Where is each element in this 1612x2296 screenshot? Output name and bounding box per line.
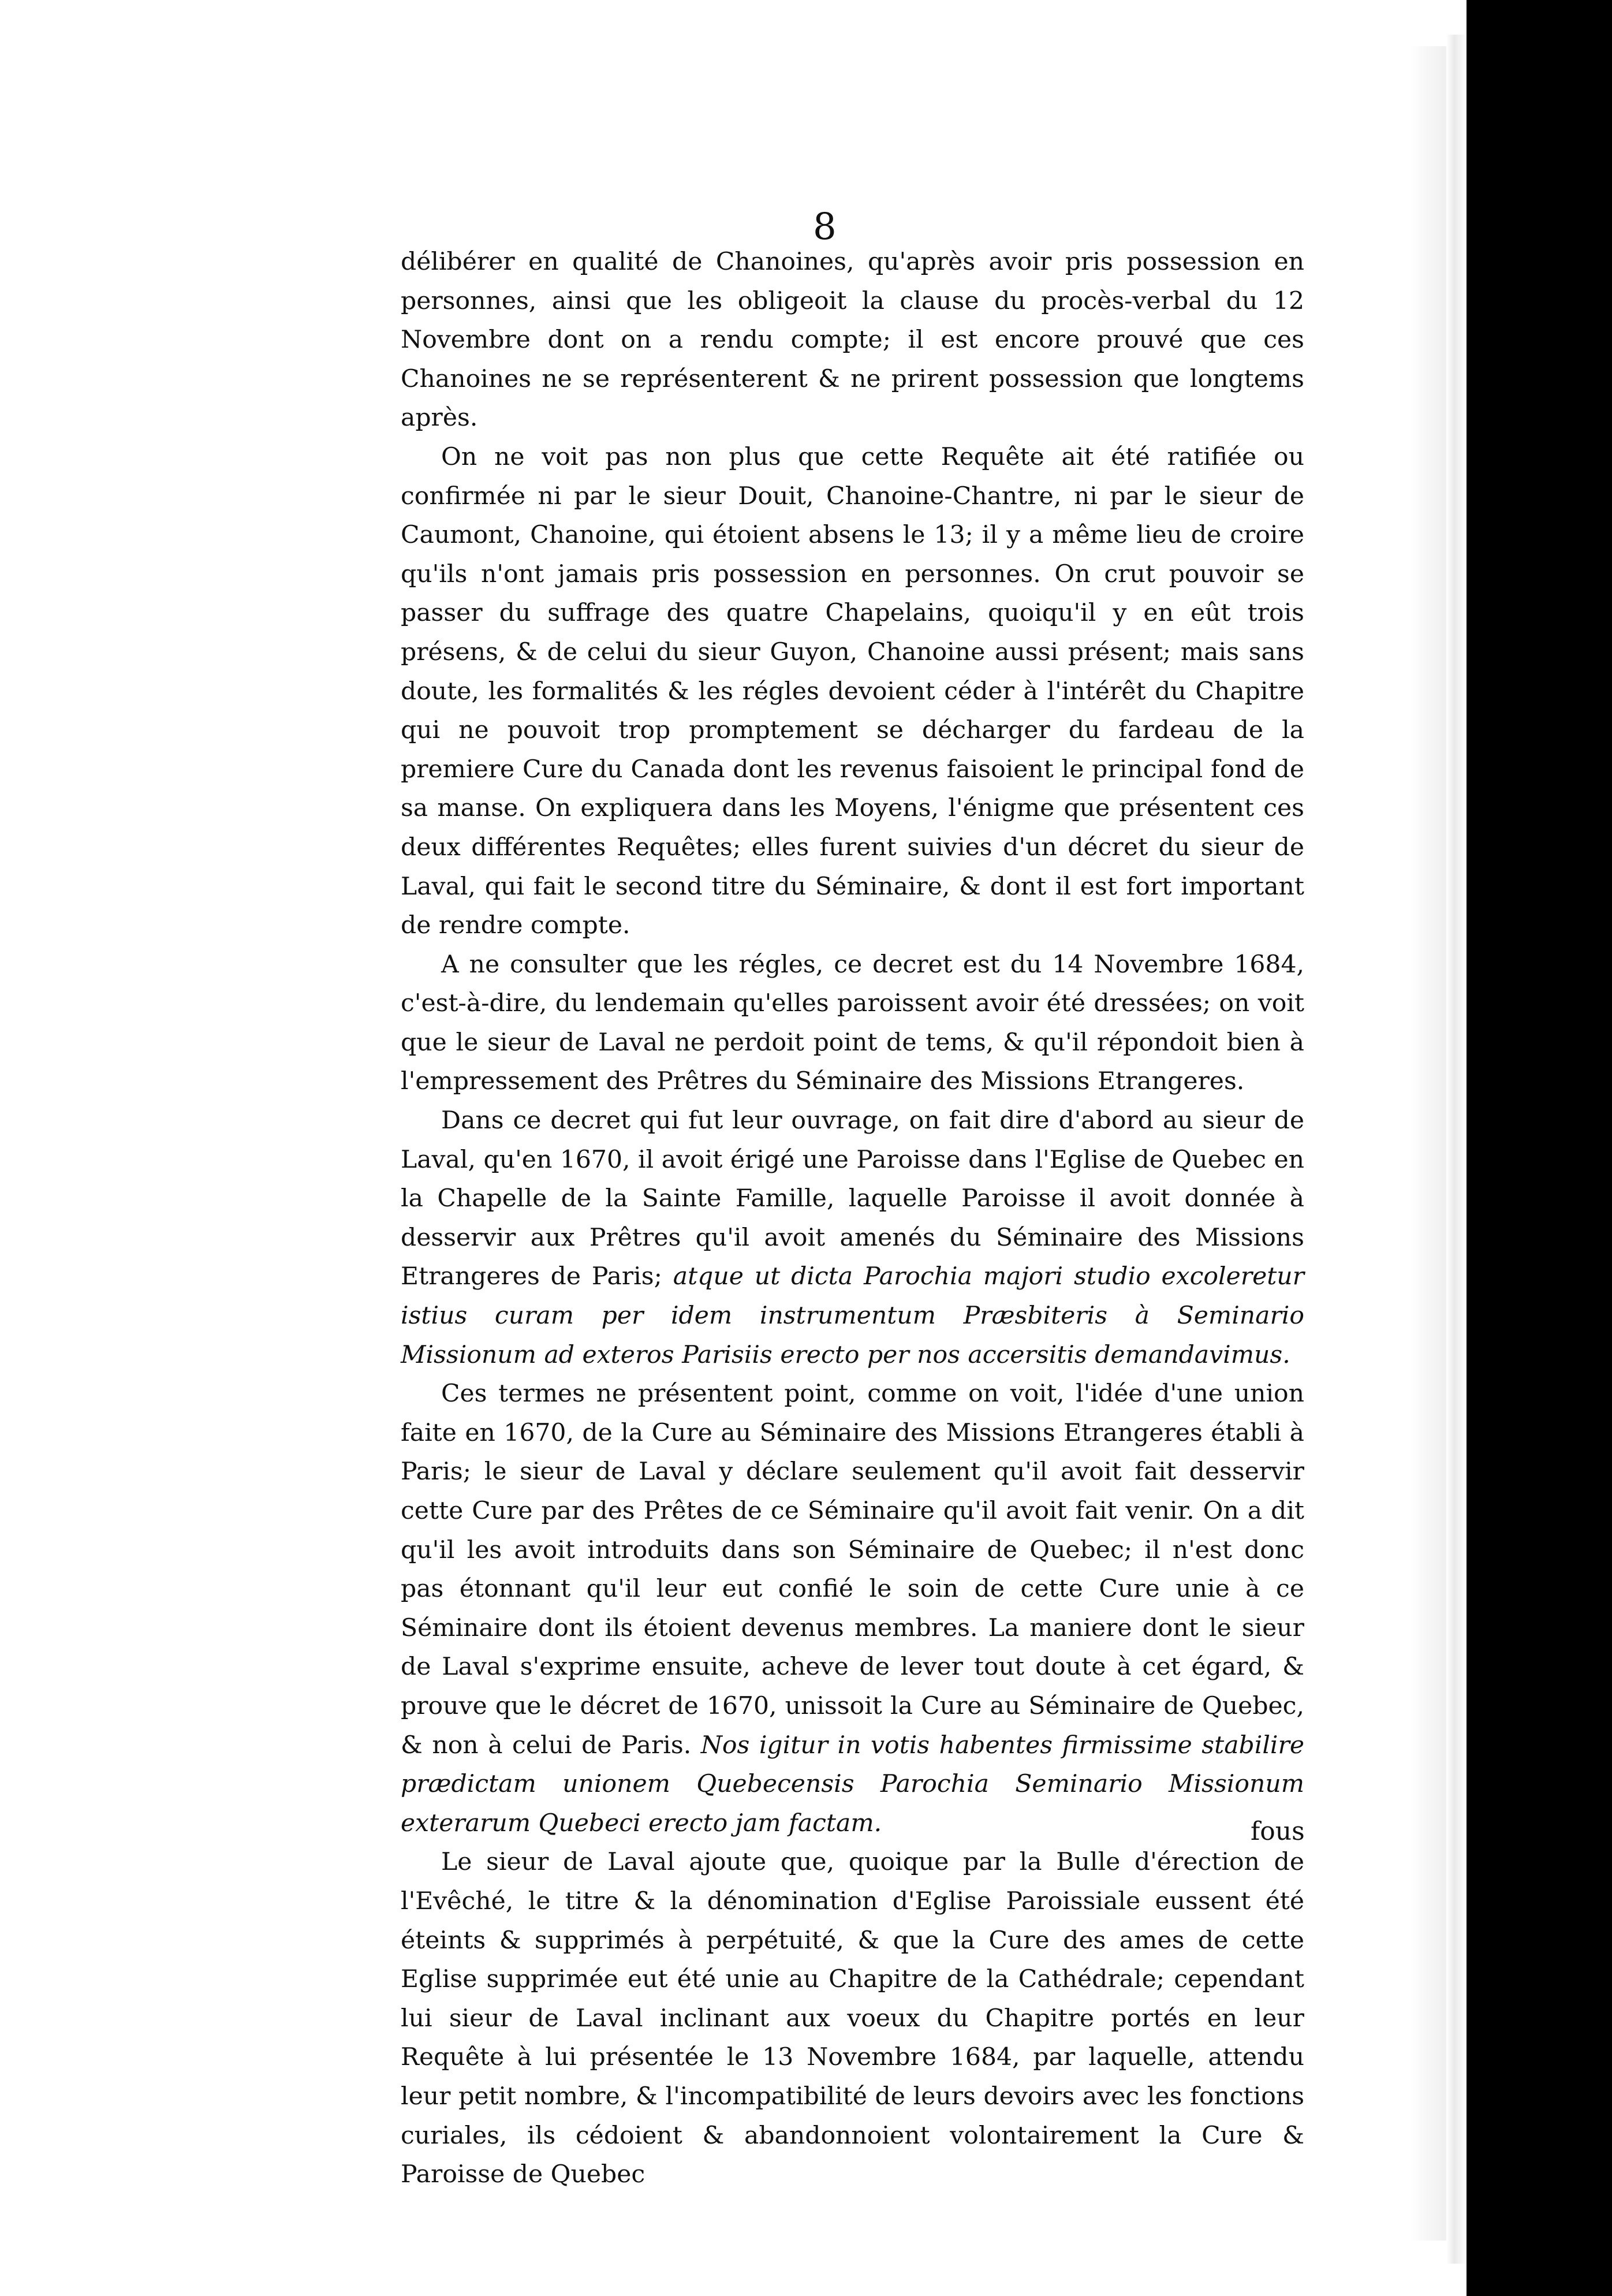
paragraph-2 (401, 438, 1304, 945)
text-segment: On ne voit pas non plus que cette Requête ait été ratifiée ou confirmée ni par le sieur Douit, Chanoine-Chantre, ni par le sieur de Caumont, Chanoine, qui étoient absens le 13; il y a même lieu de croire qu'ils n'ont jamais pris possession en personnes. On crut pouvoir se passer du suffrage des quatre Chapelains, quoiqu'il y en eût trois présens, & de celui du sieur Guyon, Chanoine aussi présent; mais sans doute, les formalités & les régles devoient céder à l'intérêt du Chapitre qui ne pouvoit trop promptement se décharger du fardeau de la premiere Cure du Canada dont les revenus faisoient le principal fond de sa manse. On expliquera dans les Moyens, l'énigme que présentent ces deux différentes Requêtes; elles furent suivies d'un décret du sieur de Laval, qui fait le second titre du Séminaire, & dont il est fort important de rendre compte. (401, 442, 1304, 940)
scan-border (1467, 0, 1612, 2296)
text-segment: Ces termes ne présentent point, comme on voit, l'idée d'une union faite en 1670, de la Cure au Séminaire des Missions Etrangeres établi à Paris; le sieur de Laval y déclare seulement qu'il avoit fait desservir cette Cure par des Prêtes de ce Séminaire qu'il avoit fait venir. On a dit qu'il les avoit introduits dans son Séminaire de Quebec; il n'est donc pas étonnant qu'il leur eut confié le soin de cette Cure unie à ce Séminaire dont ils étoient devenus membres. La maniere dont le sieur de Laval s'exprime ensuite, acheve de lever tout doute à cet égard, & prouve que le décret de 1670, unissoit la Cure au Séminaire de Quebec, & non à celui de Paris. (401, 1380, 1304, 1760)
paragraph-3 (401, 945, 1304, 1101)
text-segment: Dans ce decret qui fut leur ouvrage, on fait dire d'abord au sieur de Laval, qu'en 1670, il avoit érigé une Paroisse dans l'Eglise de Quebec en la Chapelle de la Sainte Famille, laquelle Paroisse il avoit donnée à desservir aux Prêtres qu'il avoit amenés du Séminaire des Missions Etrangeres de Paris; (401, 1106, 1304, 1291)
catchword: fous (1251, 1817, 1305, 1846)
paragraph-5 (401, 1374, 1304, 1843)
text-segment: délibérer en qualité de Chanoines, qu'après avoir pris possession en personnes, ainsi que les obligeoit la clause du procès-verbal du 12 Novembre dont on a rendu compte; il est encore prouvé que ces Chanoines ne se représenterent & ne prirent possession que longtems après. (401, 248, 1304, 433)
page-edge (1446, 35, 1467, 2264)
paragraph-4 (401, 1101, 1304, 1374)
paragraph-6 (401, 1843, 1304, 2194)
body-text (401, 243, 1304, 2194)
latin-quotation: Nos igitur in votis habentes firmissime stabilire prædictam unionem Quebecensis Parochia Seminario Missionum exterarum Quebeci erecto jam factam. (401, 1731, 1304, 1837)
text-segment: A ne consulter que les régles, ce decret est du 14 Novembre 1684, c'est-à-dire, du lendemain qu'elles paroissent avoir été dressées; on voit que le sieur de Laval ne perdoit point de tems, & qu'il répondoit bien à l'empressement des Prêtres du Séminaire des Missions Etrangeres. (401, 950, 1304, 1096)
paragraph-1 (401, 243, 1304, 438)
page-number: 8 (813, 206, 837, 248)
text-segment: Le sieur de Laval ajoute que, quoique par la Bulle d'érection de l'Evêché, le titre & la dénomination d'Eglise Paroissiale eussent été éteints & supprimés à perpétuité, & que la Cure des ames de cette Eglise supprimée eut été unie au Chapitre de la Cathédrale; cependant lui sieur de Laval inclinant aux voeux du Chapitre portés en leur Requête à lui présentée le 13 Novembre 1684, par laquelle, attendu leur petit nombre, & l'incompatibilité de leurs devoirs avec les fonctions curiales, ils cédoient & abandonnoient volontairement la Cure & Paroisse de Quebec (401, 1848, 1304, 2189)
latin-quotation: atque ut dicta Parochia majori studio excoleretur istius curam per idem instrumentum Præsbiteris à Seminario Missionum ad exteros Parisiis erecto per nos accersitis demandavimus. (401, 1262, 1305, 1369)
